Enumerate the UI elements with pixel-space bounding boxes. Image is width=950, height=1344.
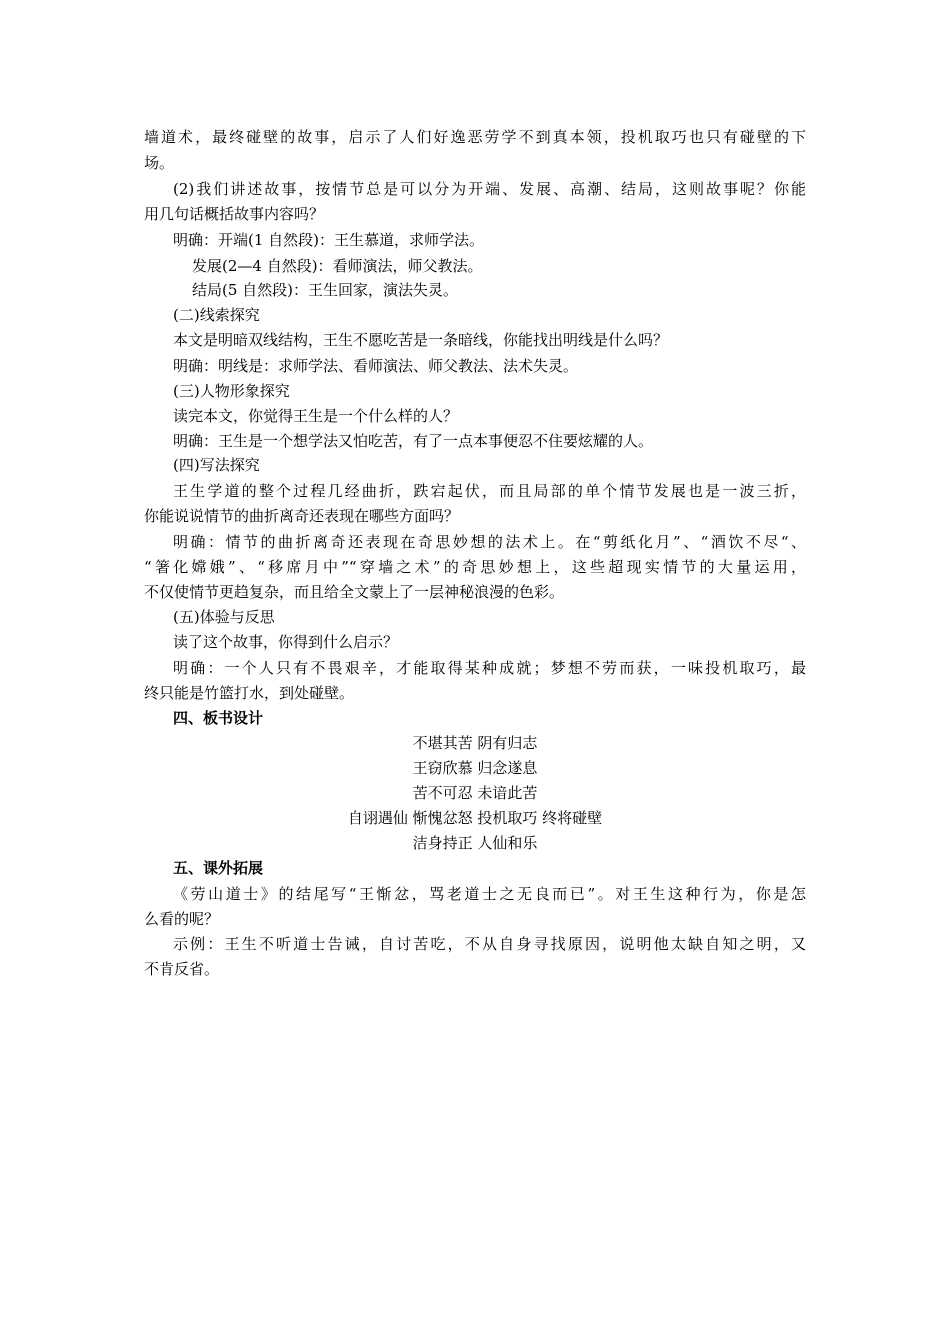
- paragraph-line: 读完本文，你觉得王生是一个什么样的人？: [173, 407, 459, 425]
- board-design-line: 苦不可忍 未谙此苦: [412, 784, 538, 802]
- paragraph-line: 结局(5 自然段)：王生回家，演法失灵。: [192, 281, 459, 299]
- chapter-heading: 四、板书设计: [173, 709, 264, 727]
- paragraph-line: 不肯反省。: [144, 960, 220, 978]
- board-design-line: 洁身持正 人仙和乐: [412, 834, 538, 852]
- paragraph-line: 本文是明暗双线结构，王生不愿吃苦是一条暗线，你能找出明线是什么吗？: [173, 331, 669, 349]
- section-heading: (二)线索探究: [173, 306, 260, 324]
- paragraph-line: 示例：王生不听道士告诫，自讨苦吃，不从自身寻找原因，说明他太缺自知之明，又: [173, 935, 806, 953]
- section-heading: (四)写法探究: [173, 456, 260, 474]
- paragraph-line: 终只能是竹篮打水，到处碰壁。: [144, 684, 355, 702]
- section-heading: (五)体验与反思: [173, 608, 275, 626]
- paragraph-line: 明确：开端(1 自然段)：王生慕道，求师学法。: [173, 231, 485, 249]
- paragraph-line: 场。: [144, 154, 175, 172]
- paragraph-line: 么看的呢？: [144, 910, 220, 928]
- paragraph-line: 发展(2—4 自然段)：看师演法，师父教法。: [192, 257, 483, 275]
- chapter-heading: 五、课外拓展: [173, 859, 264, 877]
- paragraph-line: 不仅使情节更趋复杂，而且给全文蒙上了一层神秘浪漫的色彩。: [144, 583, 565, 601]
- paragraph-line: 王生学道的整个过程几经曲折，跌宕起伏，而且局部的单个情节发展也是一波三折，: [173, 482, 806, 500]
- paragraph-line: 明确：一个人只有不畏艰辛，才能取得某种成就；梦想不劳而获，一味投机取巧，最: [173, 659, 806, 677]
- paragraph-line: 《劳山道士》的结尾写“王惭忿，骂老道士之无良而已”。对王生这种行为，你是怎: [173, 885, 806, 903]
- paragraph-line: 明确：王生是一个想学法又怕吃苦，有了一点本事便忍不住要炫耀的人。: [173, 432, 654, 450]
- section-heading: (三)人物形象探究: [173, 382, 290, 400]
- paragraph-line: 明确：情节的曲折离奇还表现在奇思妙想的法术上。在“剪纸化月”、“酒饮不尽“、: [173, 533, 806, 551]
- board-design-line: 自诩遇仙 惭愧忿怒 投机取巧 终将碰壁: [347, 809, 603, 827]
- paragraph-line: 你能说说情节的曲折离奇还表现在哪些方面吗？: [144, 507, 460, 525]
- paragraph-line: 读了这个故事，你得到什么启示？: [173, 633, 399, 651]
- paragraph-line: 用几句话概括故事内容吗？: [144, 205, 325, 223]
- board-design-line: 王窃欣慕 归念遂息: [412, 759, 538, 777]
- paragraph-line: 墙道术，最终碰壁的故事，启示了人们好逸恶劳学不到真本领，投机取巧也只有碰壁的下: [144, 128, 806, 146]
- paragraph-line: 明确：明线是：求师学法、看师演法、师父教法、法术失灵。: [173, 357, 579, 375]
- board-design-line: 不堪其苦 阴有归志: [412, 734, 538, 752]
- paragraph-line: “箸化嫦娥”、“移席月中”“穿墙之术”的奇思妙想上，这些超现实情节的大量运用，: [144, 558, 806, 576]
- paragraph-line: (2)我们讲述故事，按情节总是可以分为开端、发展、高潮、结局，这则故事呢？你能: [173, 180, 806, 198]
